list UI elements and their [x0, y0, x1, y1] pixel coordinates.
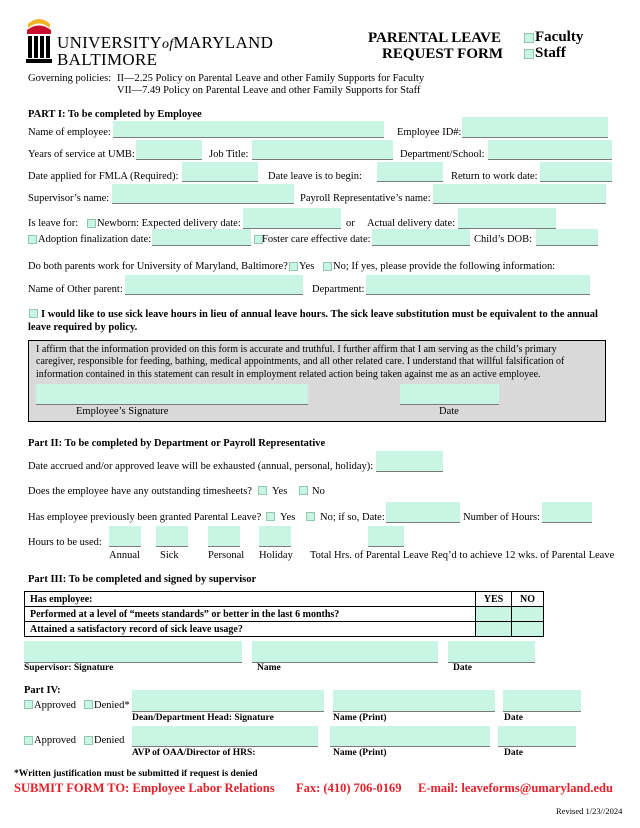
label-supervisor-signature: Supervisor: Signature — [24, 663, 114, 673]
return-date-field[interactable] — [540, 162, 612, 182]
logo-baltimore: BALTIMORE — [57, 50, 158, 69]
has-employee-cell: Has employee: — [25, 592, 476, 607]
granted-date-field[interactable] — [386, 502, 460, 523]
label-employee-signature: Employee’s Signature — [76, 406, 169, 417]
supervisor-table — [24, 591, 544, 637]
label-payroll-rep: Payroll Representative’s name: — [300, 193, 431, 204]
leave-begin-field[interactable] — [377, 162, 443, 182]
supervisor-name-print-field[interactable] — [252, 641, 438, 663]
exhausted-date-field[interactable] — [376, 451, 443, 472]
label-leave-begin: Date leave is to begin: — [268, 171, 362, 182]
policy-line-1: II—2.25 Policy on Parental Leave and other Family Supports for Faculty — [117, 73, 425, 84]
label-fmla: Date applied for FMLA (Required): — [28, 171, 179, 182]
both-parents-yes-checkbox[interactable] — [289, 262, 298, 271]
label-both-parents: Do both parents work for University of Maryland, Baltimore? — [28, 261, 288, 272]
revised-date: Revised 1/23//2024 — [556, 806, 623, 816]
label-both-yes: Yes — [299, 261, 315, 272]
label-supervisor-date: Date — [453, 663, 472, 673]
sick-leave-text-2: leave required by policy. — [28, 322, 138, 333]
label-dean-approved: Approved — [34, 700, 76, 711]
label-granted-yes: Yes — [280, 512, 296, 523]
policies-label: Governing policies: — [28, 73, 112, 84]
supervisor-signature-field[interactable] — [24, 641, 242, 663]
part3-heading: Part III: To be completed and signed by supervisor — [28, 574, 257, 585]
avp-denied-checkbox[interactable] — [84, 736, 93, 745]
label-dept-school: Department/School: — [400, 149, 485, 160]
meets-standards-yes-cell[interactable] — [476, 607, 512, 622]
policy-line-2: VII—7.49 Policy on Parental Leave and other Family Supports for Staff — [117, 85, 421, 96]
employee-id-field[interactable] — [462, 117, 608, 138]
label-other-parent: Name of Other parent: — [28, 284, 123, 295]
faculty-label: Faculty — [535, 29, 584, 45]
sick-leave-yes-cell[interactable] — [476, 622, 512, 637]
label-foster: Foster care effective date: — [262, 234, 371, 245]
label-department: Department: — [312, 284, 365, 295]
label-timesheets-yes: Yes — [272, 486, 288, 497]
label-dean-date: Date — [504, 713, 523, 723]
no-header: NO — [512, 592, 544, 607]
label-employee-date: Date — [439, 406, 459, 417]
label-granted: Has employee previously been granted Parental Leave? — [28, 512, 262, 523]
avp-date-field[interactable] — [498, 726, 576, 747]
faculty-checkbox[interactable] — [524, 33, 534, 43]
part2-heading: Part II: To be completed by Department or Payroll Representative — [28, 438, 326, 449]
yes-header: YES — [476, 592, 512, 607]
expected-delivery-field[interactable] — [243, 208, 341, 229]
label-total: Total Hrs. of Parental Leave Req’d to achieve 12 wks. of Parental Leave — [310, 550, 615, 561]
logo-mark-icon — [26, 14, 52, 66]
form-title-line1: PARENTAL LEAVE — [368, 30, 501, 46]
dean-signature-field[interactable] — [132, 690, 324, 712]
child-dob-field[interactable] — [536, 229, 598, 246]
other-parent-field[interactable] — [125, 275, 303, 295]
meets-standards-no-cell[interactable] — [512, 607, 544, 622]
label-adoption: Adoption finalization date: — [38, 234, 152, 245]
label-avp: AVP of OAA/Director of HRS: — [132, 748, 256, 758]
years-field[interactable] — [136, 140, 202, 160]
avp-approved-checkbox[interactable] — [24, 736, 33, 745]
staff-label: Staff — [535, 45, 566, 61]
foster-date-field[interactable] — [372, 229, 470, 246]
denied-note: *Written justification must be submitted if request is denied — [14, 769, 258, 779]
university-logo — [26, 14, 274, 74]
label-exhausted: Date accrued and/or approved leave will be exhausted (annual, personal, holiday): — [28, 461, 374, 472]
adoption-date-field[interactable] — [152, 229, 251, 246]
adoption-checkbox[interactable] — [28, 235, 37, 244]
holiday-hours-field[interactable] — [259, 526, 291, 547]
label-avp-denied: Denied — [94, 735, 125, 746]
label-annual: Annual — [109, 550, 140, 561]
employee-name-field[interactable] — [113, 121, 384, 138]
employee-signature-field[interactable] — [36, 384, 308, 405]
sick-leave-checkbox[interactable] — [29, 309, 38, 318]
actual-delivery-field[interactable] — [458, 208, 556, 229]
dean-denied-checkbox[interactable] — [84, 700, 93, 709]
label-supervisor: Supervisor’s name: — [28, 193, 110, 204]
annual-hours-field[interactable] — [109, 526, 141, 547]
fmla-date-field[interactable] — [182, 162, 258, 182]
sick-hours-field[interactable] — [156, 526, 188, 547]
timesheets-yes-checkbox[interactable] — [258, 486, 267, 495]
label-employee-name: Name of employee: — [28, 127, 111, 138]
label-employee-id: Employee ID#: — [397, 127, 462, 138]
part1-heading: PART I: To be completed by Employee — [28, 109, 202, 120]
avp-signature-field[interactable] — [132, 726, 318, 747]
label-return: Return to work date: — [451, 171, 538, 182]
supervisor-name-field[interactable] — [112, 184, 294, 204]
employee-date-field[interactable] — [400, 384, 499, 405]
label-avp-date: Date — [504, 748, 523, 758]
label-actual-delivery: Actual delivery date: — [367, 218, 456, 229]
row-meets-standards: Performed at a level of “meets standards” or better in the last 6 months? — [25, 607, 476, 622]
timesheets-no-checkbox[interactable] — [299, 486, 308, 495]
label-holiday: Holiday — [259, 550, 293, 561]
payroll-rep-field[interactable] — [433, 184, 606, 204]
label-or: or — [346, 218, 355, 229]
label-job-title: Job Title: — [209, 149, 249, 160]
part4-heading: Part IV: — [24, 685, 61, 696]
label-dean: Dean/Department Head: Signature — [132, 713, 274, 723]
sick-leave-text: I would like to use sick leave hours in lieu of annual leave hours. The sick leave substitution must be equivalent to the annual — [41, 309, 598, 320]
sick-leave-no-cell[interactable] — [512, 622, 544, 637]
supervisor-date-field[interactable] — [448, 641, 535, 663]
both-parents-no-checkbox[interactable] — [323, 262, 332, 271]
label-supervisor-name: Name — [257, 663, 281, 673]
email-link[interactable]: E-mail: leaveforms@umaryland.edu — [418, 781, 613, 795]
staff-checkbox[interactable] — [524, 49, 534, 59]
label-leave-for: Is leave for: — [28, 218, 79, 229]
label-timesheets: Does the employee have any outstanding timesheets? — [28, 486, 252, 497]
label-sick: Sick — [160, 550, 179, 561]
label-avp-name: Name (Print) — [333, 748, 387, 758]
label-dean-name: Name (Print) — [333, 713, 387, 723]
label-newborn: Newborn: Expected delivery date: — [97, 218, 241, 229]
label-timesheets-no: No — [312, 486, 325, 497]
dean-approved-checkbox[interactable] — [24, 700, 33, 709]
other-department-field[interactable] — [366, 275, 590, 295]
fax-number: Fax: (410) 706-0169 — [296, 781, 402, 795]
label-both-no: No; If yes, please provide the following information: — [333, 261, 556, 272]
label-personal: Personal — [208, 550, 245, 561]
submit-instruction: SUBMIT FORM TO: Employee Labor Relations — [14, 781, 275, 795]
logo-of: of — [162, 37, 174, 52]
form-title-line2: REQUEST FORM — [382, 46, 503, 62]
avp-name-field[interactable] — [330, 726, 490, 747]
row-sick-leave: Attained a satisfactory record of sick leave usage? — [25, 622, 476, 637]
logo-university: UNIVERSITY — [57, 33, 162, 52]
affirmation-text: I affirm that the information provided on this form is accurate and truthful. I further affirm that I am serving as the child’s primary caregiver, responsible for feeding, bathing, medical appointments, and all other related care. I understand that willful falsification of information contained in this statement can result in employment related action being taken against me as an active employee. — [36, 344, 565, 380]
dean-name-field[interactable] — [333, 690, 495, 712]
dean-date-field[interactable] — [503, 690, 581, 712]
label-hours-used: Hours to be used: — [28, 537, 102, 548]
label-years: Years of service at UMB: — [28, 149, 135, 160]
label-hours-num: Number of Hours: — [463, 512, 540, 523]
hours-num-field[interactable] — [542, 502, 592, 523]
label-dean-denied: Denied* — [94, 700, 130, 711]
personal-hours-field[interactable] — [208, 526, 240, 547]
label-avp-approved: Approved — [34, 735, 76, 746]
logo-maryland: MARYLAND — [173, 33, 274, 52]
newborn-checkbox[interactable] — [87, 219, 96, 228]
job-title-field[interactable] — [252, 140, 393, 160]
total-hours-field[interactable] — [368, 526, 404, 547]
label-child-dob: Child’s DOB: — [474, 234, 533, 245]
dept-school-field[interactable] — [488, 140, 612, 160]
granted-yes-checkbox[interactable] — [266, 512, 275, 521]
granted-no-checkbox[interactable] — [306, 512, 315, 521]
label-granted-no: No; if so, Date: — [320, 512, 385, 523]
